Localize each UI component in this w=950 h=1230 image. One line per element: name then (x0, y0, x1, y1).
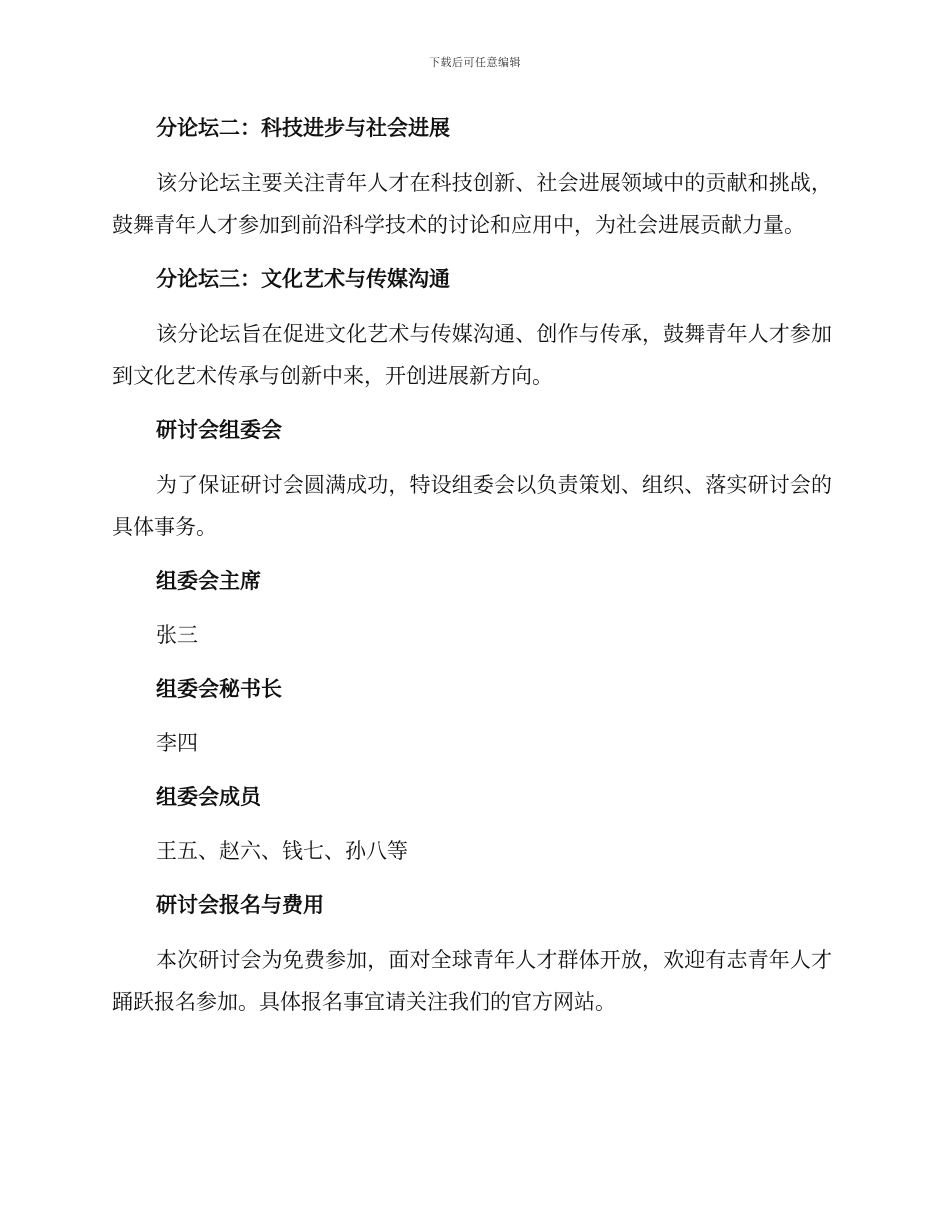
members-heading: 组委会成员 (156, 784, 261, 809)
secretary-name: 李四 (156, 731, 198, 755)
chair-heading: 组委会主席 (156, 568, 261, 593)
secretary-heading: 组委会秘书长 (156, 676, 282, 701)
committee-paragraph: 为了保证研讨会圆满成功，特设组委会以负责策划、组织、落实研讨会的具体事务。 (112, 473, 832, 539)
members-names: 王五、赵六、钱七、孙八等 (156, 839, 408, 863)
forum3-heading: 分论坛三：文化艺术与传媒沟通 (156, 266, 450, 291)
forum2-heading: 分论坛二：科技进步与社会进展 (156, 115, 450, 140)
chair-name: 张三 (156, 623, 198, 647)
registration-paragraph: 本次研讨会为免费参加，面对全球青年人才群体开放，欢迎有志青年人才踊跃报名参加。具体报名事宜请关注我们的官方网站。 (112, 948, 832, 1014)
forum2-paragraph: 该分论坛主要关注青年人才在科技创新、社会进展领域中的贡献和挑战，鼓舞青年人才参加到前沿科学技术的讨论和应用中，为社会进展贡献力量。 (112, 171, 832, 237)
forum3-paragraph: 该分论坛旨在促进文化艺术与传媒沟通、创作与传承，鼓舞青年人才参加到文化艺术传承与创新中来，开创进展新方向。 (112, 322, 832, 388)
committee-heading: 研讨会组委会 (156, 417, 282, 442)
document-body (112, 108, 832, 1036)
registration-heading: 研讨会报名与费用 (156, 892, 324, 917)
page-header-note: 下载后可任意编辑 (429, 56, 521, 69)
